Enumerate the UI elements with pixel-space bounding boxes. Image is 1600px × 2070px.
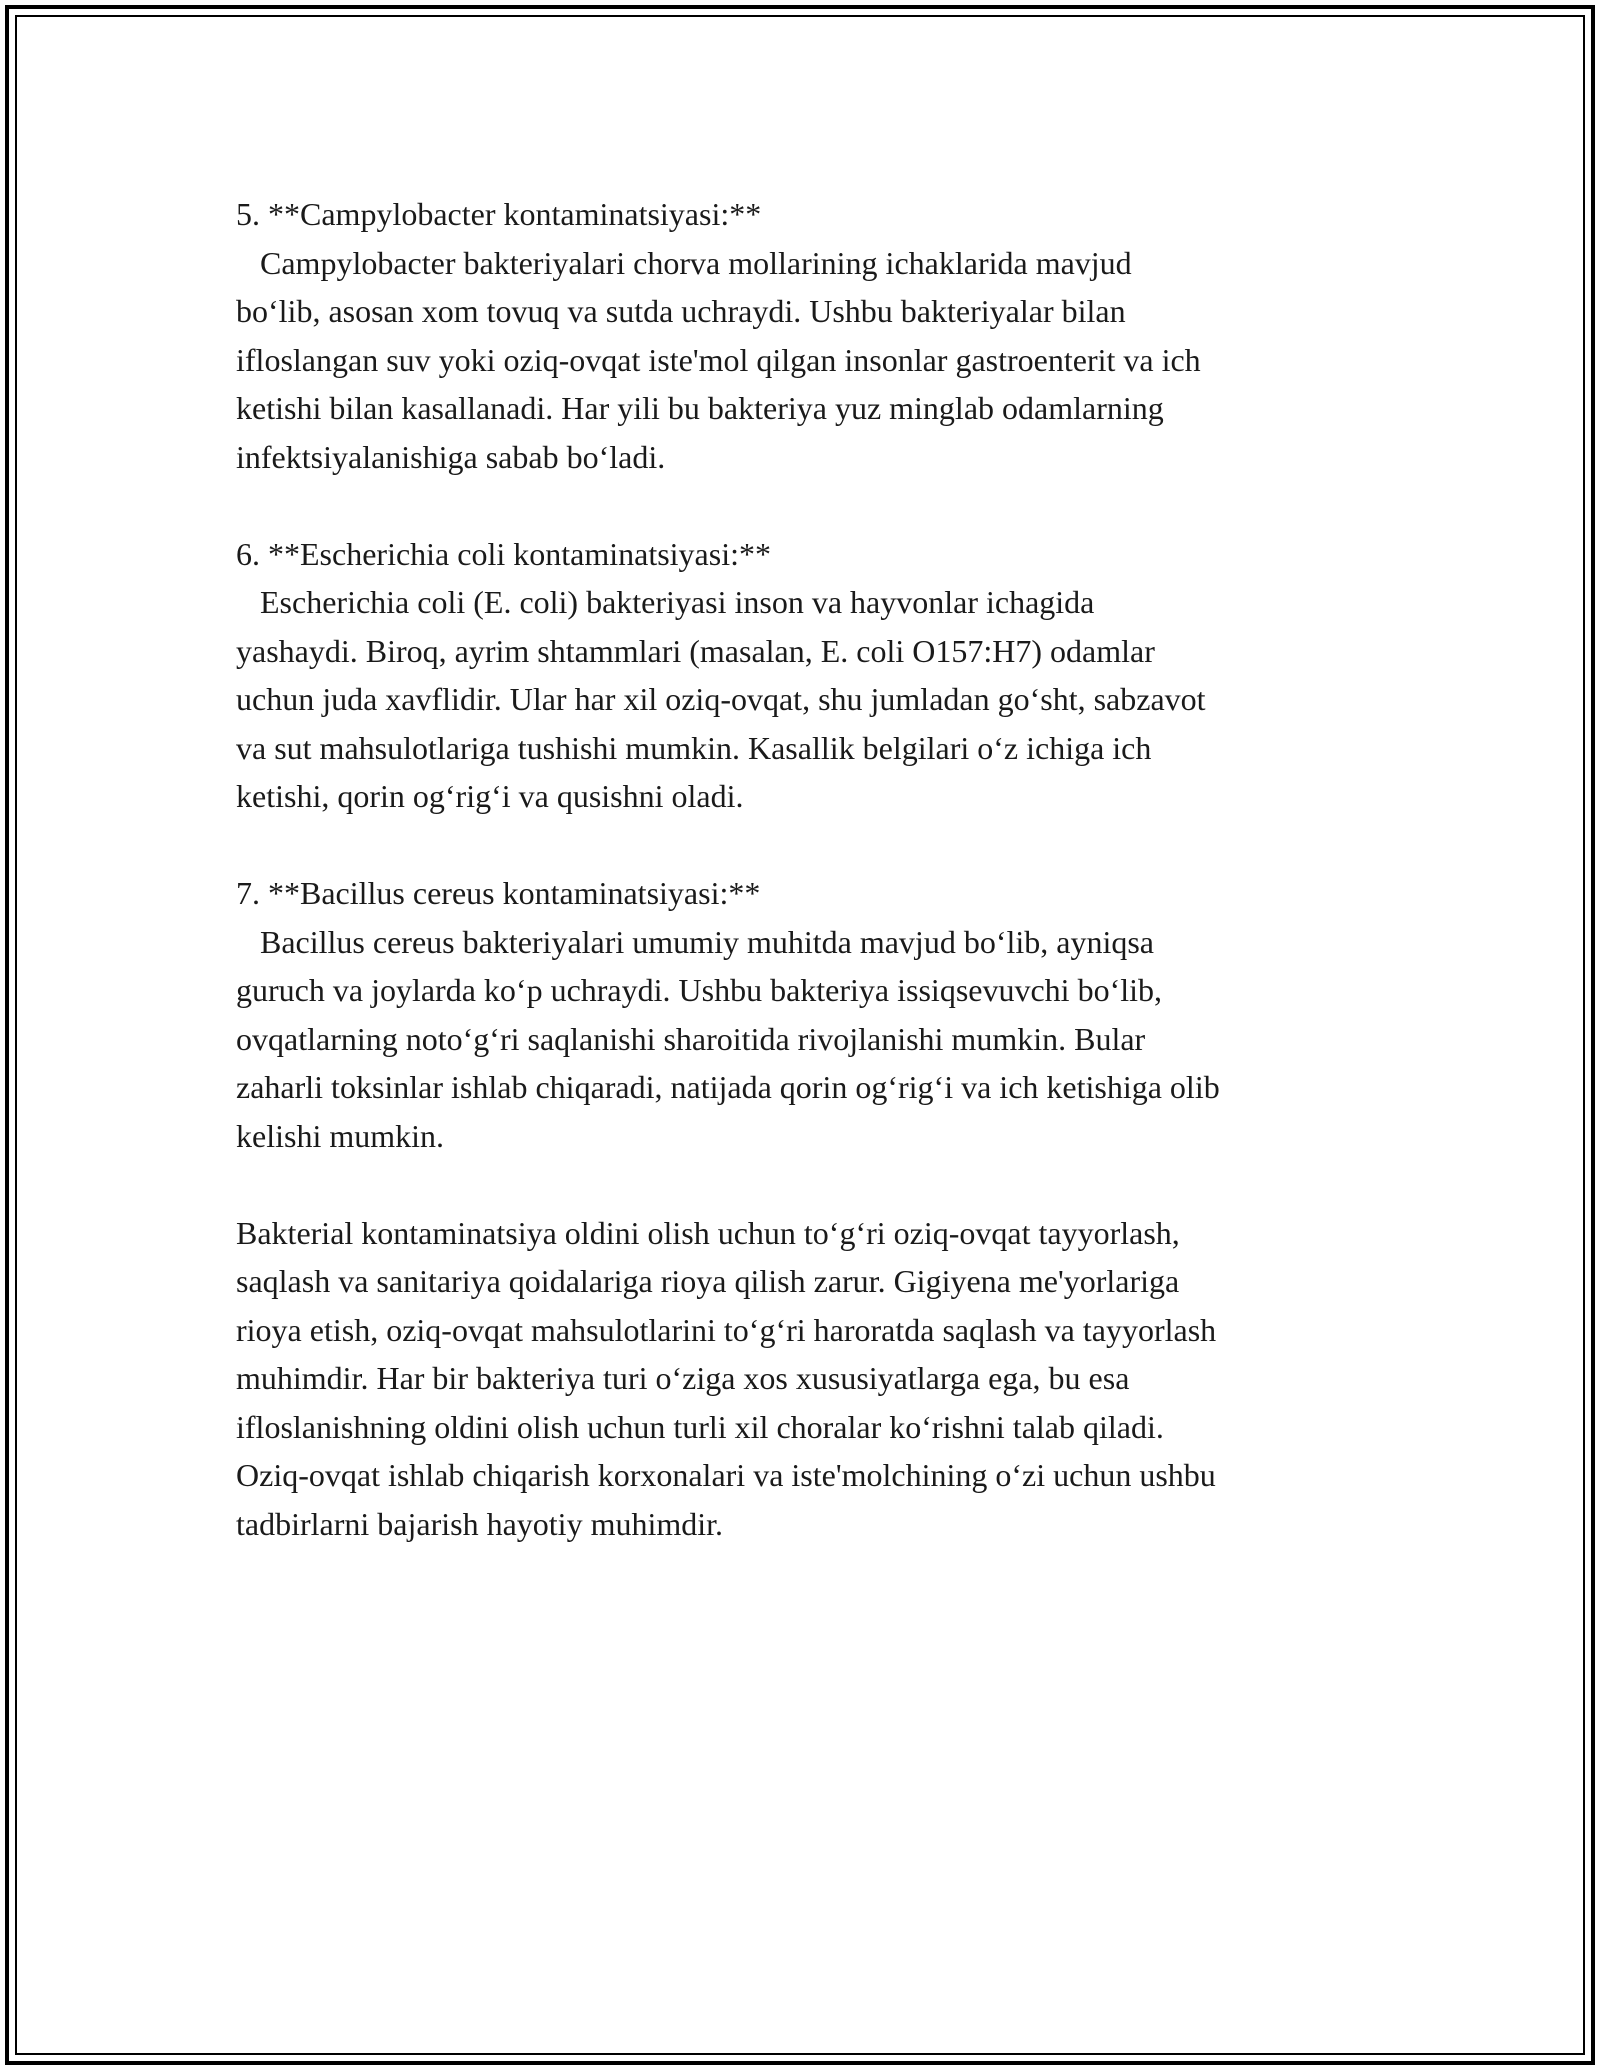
section-campylobacter	[236, 190, 1376, 481]
paragraph-line: va sut mahsulotlariga tushishi mumkin. Kasallik belgilari o‘z ichiga ich	[236, 729, 1152, 766]
section-bacillus-cereus	[236, 869, 1376, 1160]
paragraph-line: yashaydi. Biroq, ayrim shtammlari (masalan, E. coli O157:H7) odamlar	[236, 632, 1155, 669]
paragraph-line: Campylobacter bakteriyalari chorva mollarining ichaklarida mavjud	[236, 244, 1132, 281]
paragraph-line: ifloslanishning oldini olish uchun turli xil choralar ko‘rishni talab qiladi.	[236, 1408, 1164, 1445]
paragraph-line: Escherichia coli (E. coli) bakteriyasi inson va hayvonlar ichagida	[236, 584, 1095, 620]
section-heading: 6. **Escherichia coli kontaminatsiyasi:**	[236, 535, 771, 572]
paragraph-line: uchun juda xavflidir. Ular har xil oziq-ovqat, shu jumladan go‘sht, sabzavot	[236, 681, 1206, 717]
section-escherichia-coli	[236, 530, 1376, 821]
paragraph-line: infektsiyalanishiga sabab bo‘ladi.	[236, 438, 666, 475]
paragraph-line: muhimdir. Har bir bakteriya turi o‘ziga xos xususiyatlarga ega, bu esa	[236, 1360, 1130, 1396]
paragraph-line: Bacillus cereus bakteriyalari umumiy muhitda mavjud bo‘lib, ayniqsa	[236, 923, 1154, 960]
section-heading: 7. **Bacillus cereus kontaminatsiyasi:**	[236, 875, 761, 911]
paragraph-line: rioya etish, oziq-ovqat mahsulotlarini to‘g‘ri haroratda saqlash va tayyorlash	[236, 1311, 1217, 1348]
paragraph-line: ovqatlarning noto‘g‘ri saqlanishi sharoitida rivojlanishi mumkin. Bular	[236, 1020, 1146, 1057]
paragraph-line: ketishi bilan kasallanadi. Har yili bu bakteriya yuz minglab odamlarning	[236, 390, 1164, 426]
paragraph-line: Oziq-ovqat ishlab chiqarish korxonalari va iste'molchining o‘zi uchun ushbu	[236, 1457, 1216, 1493]
section-conclusion	[236, 1209, 1376, 1549]
paragraph-line: ifloslangan suv yoki oziq-ovqat iste'mol qilgan insonlar gastroenterit va ich	[236, 341, 1201, 378]
paragraph-line: saqlash va sanitariya qoidalariga rioya qilish zarur. Gigiyena me'yorlariga	[236, 1263, 1180, 1299]
paragraph-line: guruch va joylarda ko‘p uchraydi. Ushbu bakteriya issiqsevuvchi bo‘lib,	[236, 972, 1162, 1008]
paragraph-line: ketishi, qorin og‘rig‘i va qusishni oladi.	[236, 778, 744, 814]
paragraph-line: Bakterial kontaminatsiya oldini olish uchun to‘g‘ri oziq-ovqat tayyorlash,	[236, 1214, 1180, 1251]
paragraph-line: zaharli toksinlar ishlab chiqaradi, natijada qorin og‘rig‘i va ich ketishiga olib	[236, 1069, 1220, 1105]
paragraph-line: kelishi mumkin.	[236, 1117, 444, 1154]
paragraph-line: tadbirlarni bajarish hayotiy muhimdir.	[236, 1505, 724, 1542]
paragraph-line: bo‘lib, asosan xom tovuq va sutda uchraydi. Ushbu bakteriyalar bilan	[236, 293, 1126, 329]
document-body	[236, 190, 1376, 1548]
section-heading: 5. **Campylobacter kontaminatsiyasi:**	[236, 196, 762, 232]
